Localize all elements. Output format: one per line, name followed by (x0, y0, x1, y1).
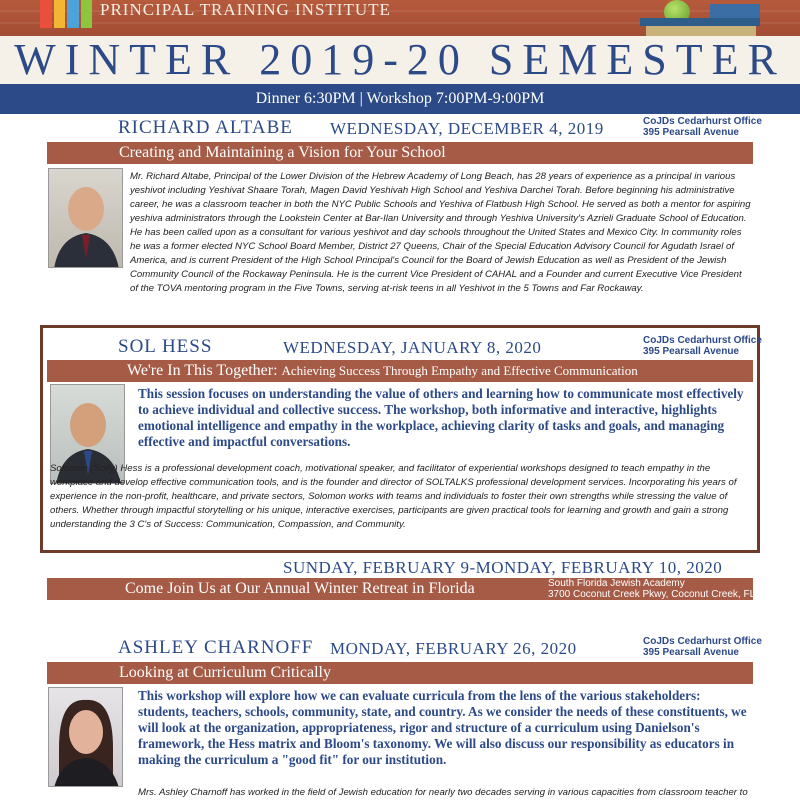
topic-title: We're In This Together: (127, 362, 278, 379)
location-line: CoJDs Cedarhurst Office (643, 116, 762, 127)
speaker-bio: Mrs. Ashley Charnoff has worked in the field of Jewish education for nearly two decades serving in various capacities from classroom teacher to (138, 787, 748, 798)
speaker-photo (48, 168, 123, 268)
session-location (643, 335, 762, 357)
topic-bar: Looking at Curriculum Critically (47, 662, 753, 684)
logo-block (54, 0, 66, 28)
header-banner (0, 0, 800, 84)
speaker-photo (48, 687, 123, 787)
retreat-location (548, 578, 785, 600)
semester-title: WINTER 2019-20 SEMESTER (0, 36, 800, 84)
person-icon (49, 688, 123, 787)
topic-subtitle: Achieving Success Through Empathy and Effective Communication (281, 363, 638, 378)
books-icon (640, 0, 760, 36)
session-description: This workshop will explore how we can evaluate curricula from the lens of the various stakeholders: students, teachers, schools, community, state, and country. As we consider the needs of these constituents, we will look at the organization, appropriateness, rigor and structure of a curriculum using Danielson's framework, the Hess matrix and Bloom's taxonomy. We will also discuss our responsibility as educators in making the curriculum a "good fit" for our institution. (138, 688, 747, 767)
location-line: 395 Pearsall Avenue (643, 127, 739, 138)
speaker-name: SOL HESS (118, 336, 213, 357)
location-line: South Florida Jewish Academy (548, 578, 685, 589)
session-date: WEDNESDAY, JANUARY 8, 2020 (283, 338, 542, 357)
speaker-name: ASHLEY CHARNOFF (118, 637, 314, 658)
location-line: CoJDs Cedarhurst Office (643, 335, 762, 346)
session-location (643, 116, 762, 138)
speaker-name: RICHARD ALTABE (118, 117, 293, 138)
institute-name: PRINCIPAL TRAINING INSTITUTE (100, 0, 391, 19)
location-line: CoJDs Cedarhurst Office (643, 636, 762, 647)
speaker-bio-text: Solomon (Solly) Hess is a professional development coach, motivational speaker, and facilitator of experiential workshops designed to teach empathy in the workplace and develop effective communication tools, and is the founder and director of SOLTALKS professional development services. Incorporating his years of experience in the non-profit, healthcare, and private sectors, Solomon works with teams and individuals to foster their own strengths while stressing the value of others. Whether through impactful storytelling or his unique, interactive exercises, participants are given practical tools for learning and growth and gain a strong understanding the 3 C's of Success: Communication, Compassion, and Community. (50, 463, 737, 530)
location-line: 3700 Coconut Creek Pkwy, Coconut Creek, FL 33066 (548, 589, 786, 600)
logo (40, 0, 92, 28)
session-date: WEDNESDAY, DECEMBER 4, 2019 (330, 119, 604, 138)
person-icon (49, 169, 123, 268)
location-line: 395 Pearsall Avenue (643, 647, 739, 658)
speaker-bio: Mr. Richard Altabe, Principal of the Lower Division of the Hebrew Academy of Long Beach, has 28 years of experience as a principal in various yeshivot including Yeshivat Shaare Torah, Magen David Yeshivah High School and Yeshiva Darchei Torah. Before beginning his administrative career, he was a classroom teacher in both the NYC Public Schools and Yeshiva of Flatbush High School. He served as both a mentor for aspiring yeshiva administrators through the Lookstein Center at Bar-Ilan University and through Yeshiva University's Azrieli Graduate School of Education. He has been called upon as a consultant for various yeshivot and day schools throughout the United States and Mexico City. In community roles he was a former elected NYC School Board Member, District 27 Queens, Chair of the Special Education Advisory Council for Agudath Israel of America, and is current President of the High School Principal's Council for the Board of Jewish Education as well as President of the Jewish Community Council of the Rockaway Peninsula. He is the current Vice President of CAHAL and a Founder and current Executive Vice President of the TOVA mentoring program in the Five Towns, serving at-risk teens in all Yeshivot in the 5 Towns and Far Rockaway. (130, 171, 751, 294)
speaker-bio (50, 462, 754, 532)
topic-bar (47, 360, 753, 382)
logo-block (81, 0, 93, 28)
retreat-title: Come Join Us at Our Annual Winter Retreat in Florida (125, 580, 475, 597)
logo-block (67, 0, 79, 28)
time-bar: Dinner 6:30PM | Workshop 7:00PM-9:00PM (0, 84, 800, 114)
logo-block (40, 0, 52, 28)
location-line: 395 Pearsall Avenue (643, 346, 739, 357)
session-date: MONDAY, FEBRUARY 26, 2020 (330, 639, 577, 658)
topic-bar: Creating and Maintaining a Vision for Your School (47, 142, 753, 164)
retreat-date: SUNDAY, FEBRUARY 9-MONDAY, FEBRUARY 10, 2020 (283, 558, 723, 577)
session-location (643, 636, 762, 658)
session-description: This session focuses on understanding the value of others and learning how to communicate most effectively to achieve individual and collective success. The workshop, both informative and interactive, highlights emotional intelligence and empathy in the workplace, achieving clarity of tasks and goals, and managing effective and impactful conversations. (138, 386, 744, 449)
